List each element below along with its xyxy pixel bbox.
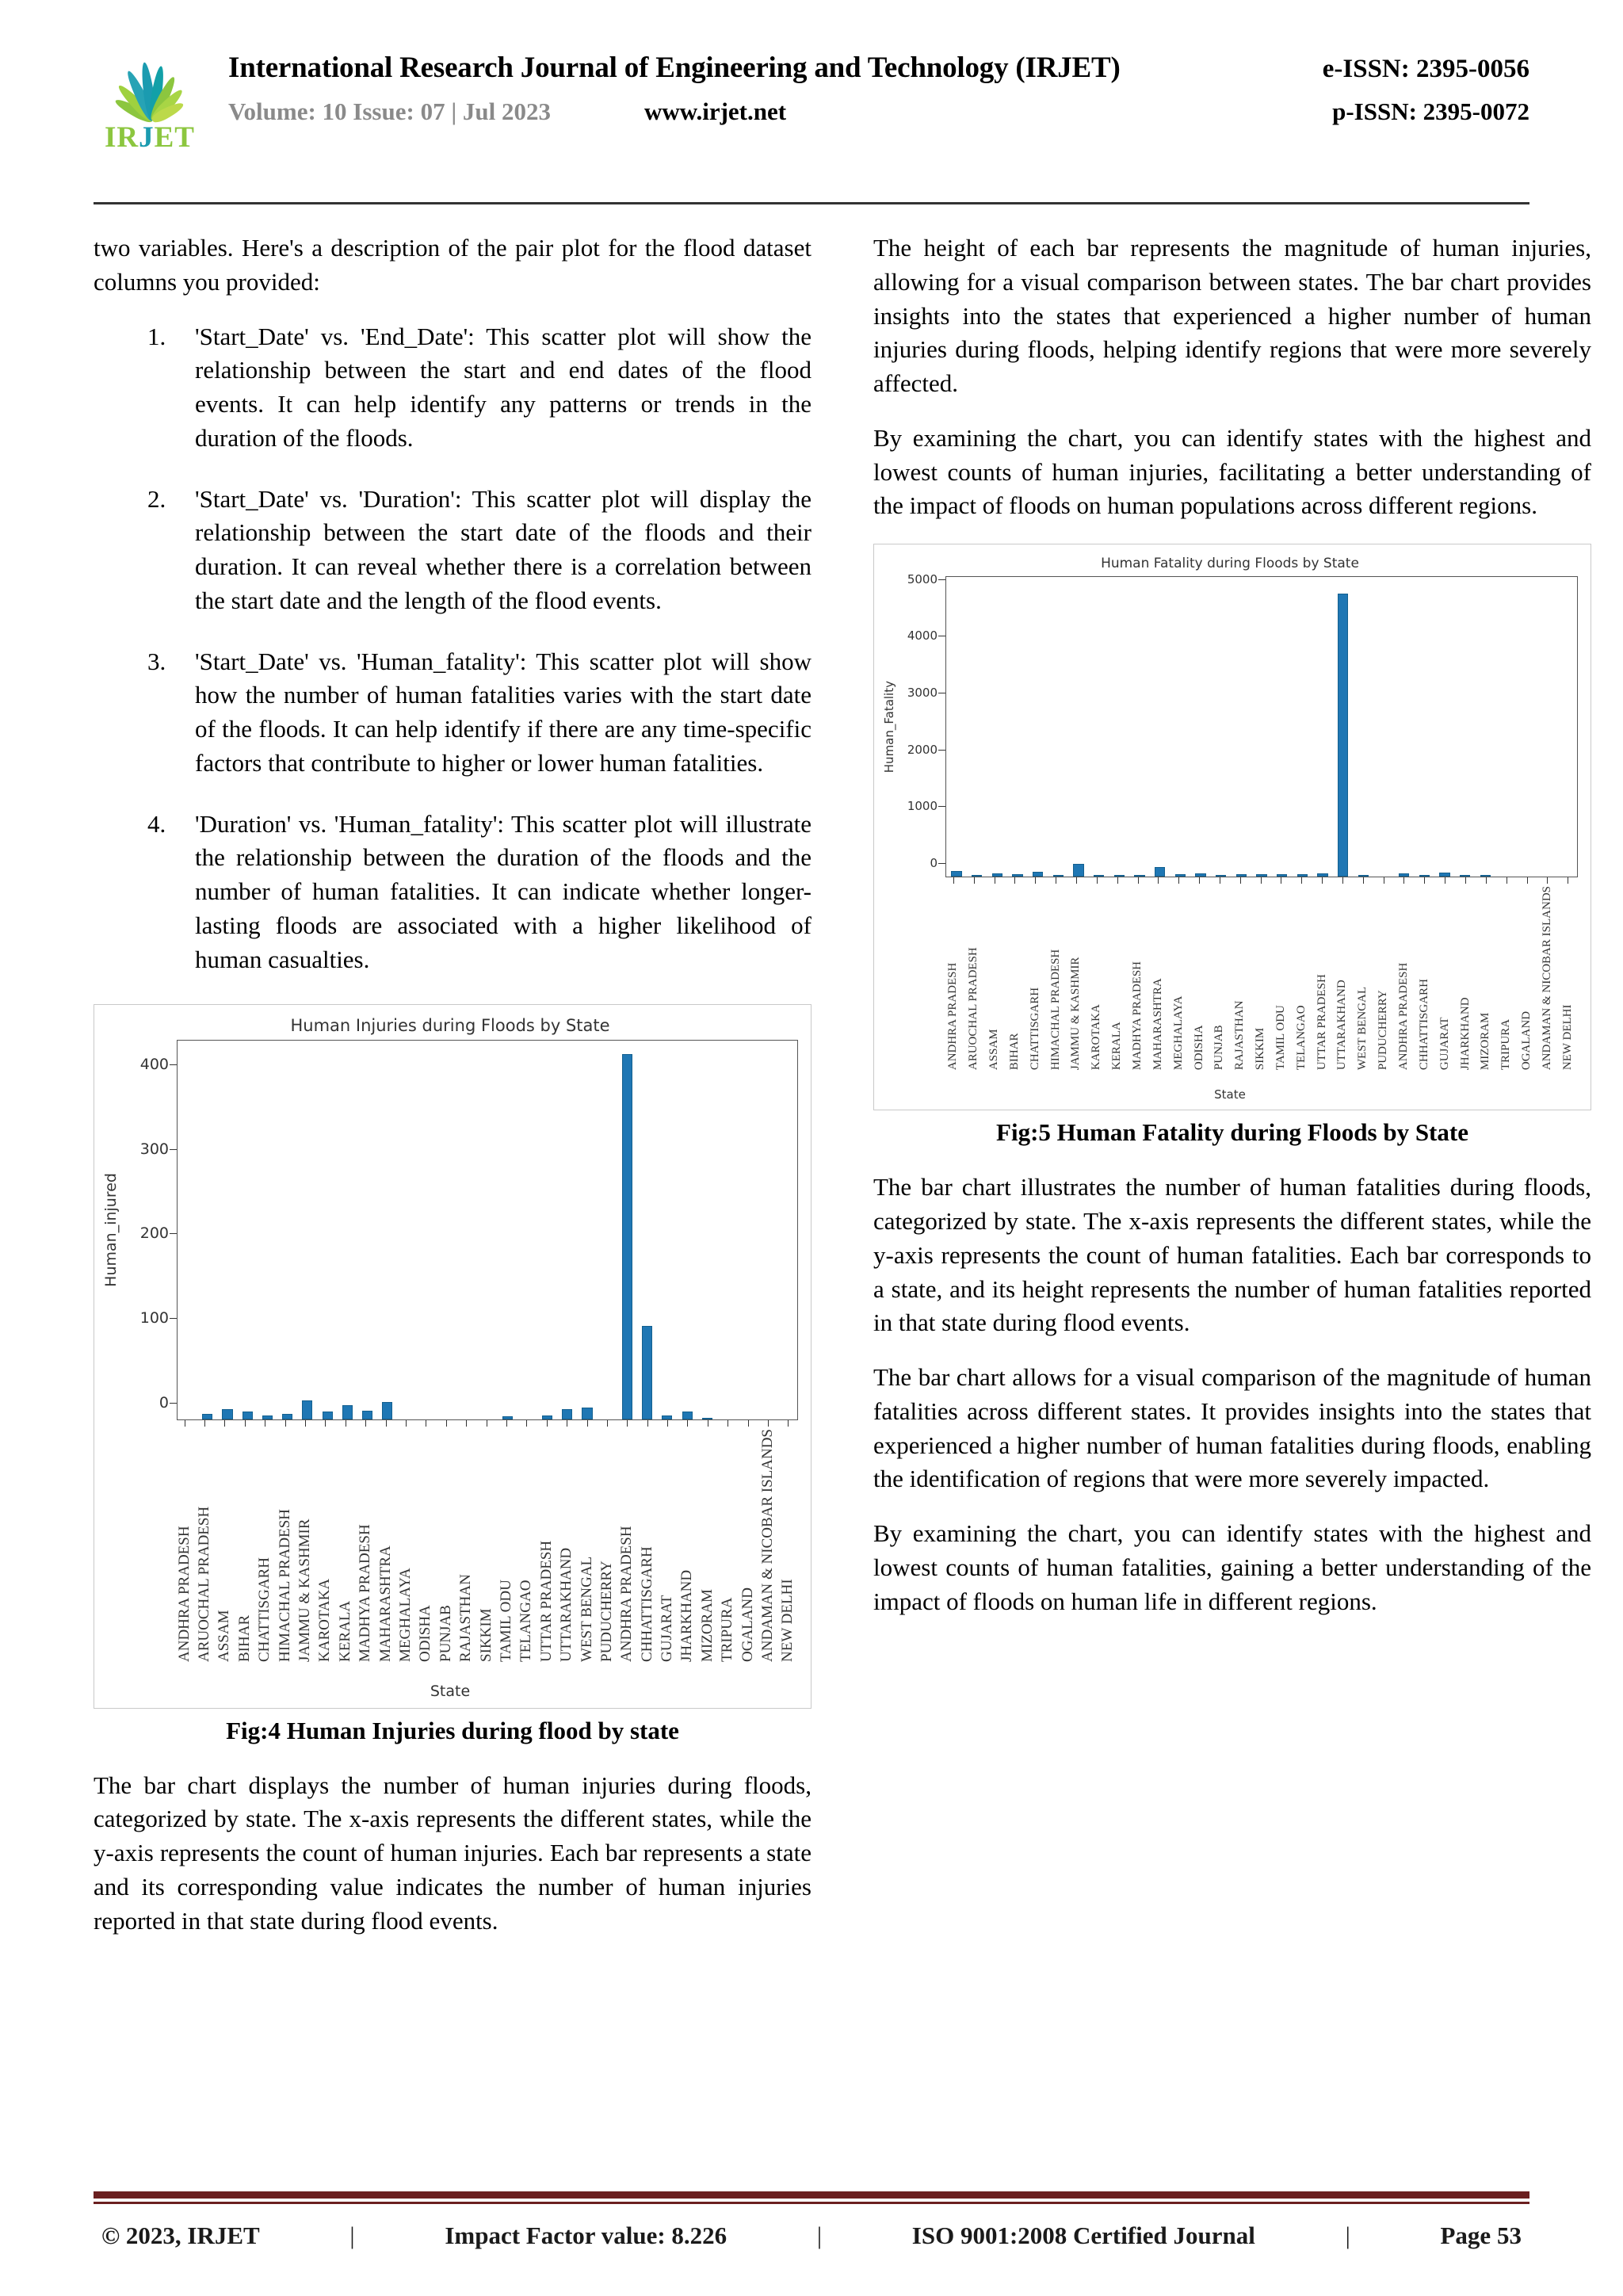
x-tick (1168, 877, 1189, 1070)
x-tick-label: JAMMU & KASHMIR (1069, 957, 1083, 1071)
bar (242, 1412, 253, 1419)
x-tick (1434, 877, 1455, 1070)
bar-slot (377, 1041, 397, 1419)
bar (1195, 873, 1205, 877)
x-tick-label: SIKKIM (477, 1607, 495, 1662)
x-tick-label: WEST BENGAL (1356, 987, 1369, 1071)
x-tick-label: UTTARAKHAND (558, 1547, 575, 1662)
x-axis-ticks (174, 1420, 798, 1662)
bar-slot (946, 577, 967, 877)
bar-slot (1109, 577, 1129, 877)
plot-area (945, 576, 1578, 877)
bar-slot (1231, 577, 1251, 877)
journal-title: International Research Journal of Engineering and Technology (IRJET) (228, 52, 1121, 84)
bar-slot (617, 1041, 637, 1419)
bar-slot (1414, 577, 1434, 877)
y-axis-ticks (896, 571, 945, 877)
x-axis-ticks (943, 877, 1578, 1070)
bar-slot (338, 1041, 357, 1419)
x-tick (275, 1420, 295, 1662)
x-tick-label: UTTAR PRADESH (537, 1540, 555, 1662)
x-tick-label: ANDHRA PRADESH (618, 1525, 636, 1662)
bar-slot (657, 1041, 677, 1419)
y-axis-ticks (120, 1040, 177, 1420)
bar-slot (1556, 577, 1577, 877)
bar-slot (1048, 577, 1068, 877)
bar (1439, 873, 1449, 877)
x-tick-label: CHHATTISGARH (1417, 979, 1430, 1071)
x-tick (1251, 877, 1271, 1070)
x-tick-label: PUNJAB (437, 1604, 454, 1662)
x-tick (597, 1420, 617, 1662)
x-tick (1025, 877, 1045, 1070)
x-tick (1189, 877, 1209, 1070)
x-tick (436, 1420, 456, 1662)
x-tick-label: JHARKHAND (1458, 997, 1472, 1071)
y-axis-label: Human_Fatality (882, 681, 896, 774)
bar (1419, 875, 1430, 877)
x-tick (1332, 877, 1353, 1070)
bar-slot (1129, 577, 1150, 877)
bar (1236, 874, 1247, 877)
bar (702, 1418, 712, 1419)
bar-slot (1434, 577, 1455, 877)
bar (1297, 874, 1308, 877)
y-tick-label: 5000 (907, 572, 938, 586)
x-tick (738, 1420, 758, 1662)
chart-title: Human Injuries during Floods by State (290, 1015, 610, 1035)
x-tick (577, 1420, 597, 1662)
x-axis-label: State (1214, 1087, 1246, 1102)
x-tick-label: NEW DELHI (779, 1578, 796, 1662)
bar (1114, 875, 1125, 877)
y-tick-label: 4000 (907, 628, 938, 643)
y-tick-label: 400 (140, 1056, 169, 1073)
bar-slot (697, 1041, 717, 1419)
y-tick-label: 200 (140, 1224, 169, 1242)
bar-slot (1373, 577, 1394, 877)
bar (642, 1326, 652, 1419)
right-column (873, 231, 1591, 1958)
x-tick-label: PUDUCHERRY (598, 1560, 615, 1662)
bar (682, 1412, 693, 1419)
x-tick (1557, 877, 1578, 1070)
footer-divider-thick (94, 2191, 1529, 2199)
x-tick (1537, 877, 1557, 1070)
x-tick-label: ANDHRA PRADESH (1396, 962, 1410, 1071)
x-tick (778, 1420, 798, 1662)
y-tick-label: 3000 (907, 686, 938, 700)
bar (1256, 874, 1266, 877)
x-tick-label: UTTARAKHAND (1335, 980, 1349, 1071)
y-tick-label: 100 (140, 1309, 169, 1327)
bar (1073, 864, 1083, 877)
bar-slot (967, 577, 987, 877)
x-tick-label: ANDHRA PRADESH (175, 1525, 193, 1662)
x-tick-label: MIZORAM (1479, 1012, 1492, 1071)
x-tick-label: GUJARAT (1438, 1017, 1451, 1071)
bar (1480, 875, 1491, 877)
bar (542, 1415, 552, 1419)
x-tick (517, 1420, 537, 1662)
figure-5-caption: Fig:5 Human Fatality during Floods by State (996, 1118, 1468, 1147)
x-tick (1271, 877, 1292, 1070)
x-tick (617, 1420, 637, 1662)
x-tick (1291, 877, 1312, 1070)
bar (1460, 875, 1470, 877)
bar-slot (1333, 577, 1354, 877)
x-tick-label: BIHAR (235, 1614, 253, 1662)
x-tick (1414, 877, 1434, 1070)
x-tick (1496, 877, 1517, 1070)
page-footer (94, 2191, 1529, 2250)
bar-slot (1536, 577, 1556, 877)
bar (1012, 874, 1022, 877)
x-tick-label: TAMIL ODU (497, 1579, 514, 1662)
bar-slot (297, 1041, 317, 1419)
figure-4-caption: Fig:4 Human Injuries during flood by state (226, 1716, 679, 1744)
list-item: 'Start_Date' vs. 'Duration': This scatter plot will display the relationship between the start date of the floods and their duration. It can reveal whether there is a correlation between the start date and the length of the flood events. (195, 484, 812, 614)
x-tick (1476, 877, 1496, 1070)
x-tick (496, 1420, 516, 1662)
bar (992, 873, 1002, 877)
x-tick-label: MEGHALAYA (396, 1567, 414, 1662)
footer-impact-factor: Impact Factor value: 8.226 (445, 2222, 727, 2249)
x-tick-label: MADHYA PRADESH (357, 1523, 374, 1662)
x-tick (657, 1420, 677, 1662)
x-tick (255, 1420, 275, 1662)
x-tick (1128, 877, 1148, 1070)
bar (622, 1054, 632, 1419)
footer-separator: | (1345, 2222, 1350, 2249)
y-tick-label: 300 (140, 1140, 169, 1158)
footer-separator: | (816, 2222, 823, 2249)
x-tick (476, 1420, 496, 1662)
x-tick (235, 1420, 254, 1662)
x-tick (1148, 877, 1168, 1070)
x-tick-label: ARUOCHAL PRADESH (967, 947, 980, 1071)
bar (1338, 594, 1348, 877)
x-tick (637, 1420, 657, 1662)
bar (1399, 873, 1409, 877)
bar (1317, 873, 1327, 877)
x-tick (964, 877, 984, 1070)
list-item: 'Start_Date' vs. 'Human_fatality': This scatter plot will show how the number of human fatalities varies with the start date of the floods. It can help identify if there are any time-specific factors that contribute to higher or lower human fatalities. (195, 647, 812, 777)
bar-slot (1211, 577, 1232, 877)
x-tick (537, 1420, 556, 1662)
footer-divider-thin (94, 2202, 1529, 2204)
bar-slot (717, 1041, 737, 1419)
bar (323, 1412, 333, 1419)
x-tick (943, 877, 964, 1070)
x-tick (456, 1420, 475, 1662)
bar-slot (238, 1041, 258, 1419)
x-tick-label: MEGHALAYA (1171, 995, 1185, 1071)
bar-slot (477, 1041, 497, 1419)
x-tick (1517, 877, 1537, 1070)
y-tick-label: 1000 (907, 799, 938, 813)
two-column-body (94, 231, 1591, 1958)
bar-slot (1251, 577, 1272, 877)
bar-slot (1455, 577, 1476, 877)
x-tick-label: MADHYA PRADESH (1131, 961, 1144, 1071)
bar-slot (258, 1041, 277, 1419)
bar-slot (437, 1041, 457, 1419)
bar (342, 1405, 353, 1419)
bar-slot (197, 1041, 217, 1419)
logo-ir-text: IR (105, 121, 139, 154)
x-tick-label: MAHARASHTRA (1151, 978, 1164, 1071)
x-tick (758, 1420, 777, 1662)
bar (282, 1414, 292, 1419)
x-tick-label: ANDHRA PRADESH (946, 962, 960, 1071)
x-tick-label: KERALA (1110, 1022, 1124, 1071)
bar-slot (1089, 577, 1109, 877)
bar-slot (1170, 577, 1190, 877)
list-item: 'Start_Date' vs. 'End_Date': This scatter plot will show the relationship between the start and end dates of the flood events. It can help identify any patterns or trends in the duration of the floods. (195, 322, 812, 452)
bar-slot (1190, 577, 1211, 877)
bar-slot (277, 1041, 297, 1419)
x-tick-label: JHARKHAND (678, 1569, 696, 1662)
logo-et-text: ET (154, 121, 195, 154)
x-tick-label: MIZORAM (698, 1588, 716, 1662)
bar (1216, 875, 1226, 877)
bar (1033, 872, 1043, 877)
x-axis-label: State (430, 1682, 471, 1700)
x-tick (984, 877, 1005, 1070)
x-tick-label: KAROTAKA (316, 1578, 334, 1662)
bar-slot (1028, 577, 1048, 877)
bar-slot (598, 1041, 617, 1419)
x-tick-label: CHATTISGARH (256, 1557, 273, 1662)
p-issn: p-ISSN: 2395-0072 (1332, 97, 1529, 125)
bar-slot (1394, 577, 1415, 877)
x-tick-label: KERALA (336, 1600, 353, 1662)
x-tick-label: BIHAR (1007, 1033, 1021, 1071)
x-tick-label: CHATTISGARH (1028, 988, 1041, 1071)
bar-slot (498, 1041, 517, 1419)
bar (1358, 875, 1369, 877)
bar (1094, 875, 1104, 877)
x-tick (335, 1420, 355, 1662)
bar (502, 1416, 513, 1419)
x-tick (1455, 877, 1476, 1070)
y-tick-label: 2000 (907, 743, 938, 757)
bar-slot (777, 1041, 797, 1419)
bar-slot (737, 1041, 757, 1419)
bar-slot (757, 1041, 777, 1419)
right-paragraph-1: The height of each bar represents the magnitude of human injuries, allowing for a visual comparison between states. The bar chart provides insights into the states that experienced a higher number of human injuries during floods, helping identify regions that were more severely affected. (873, 234, 1591, 398)
bar-slot (397, 1041, 417, 1419)
bar (382, 1402, 392, 1419)
x-tick-label: TRIPURA (1499, 1019, 1513, 1071)
bar-slot (318, 1041, 338, 1419)
x-tick (1312, 877, 1332, 1070)
x-tick (395, 1420, 415, 1662)
x-tick-label: HIMACHAL PRADESH (1048, 949, 1062, 1071)
bar-slot (987, 577, 1007, 877)
bar-slot (1495, 577, 1516, 877)
left-column (94, 231, 812, 1958)
x-tick (1045, 877, 1066, 1070)
header-divider (94, 202, 1529, 204)
x-tick (1209, 877, 1230, 1070)
x-tick-label: OGALAND (1520, 1011, 1533, 1071)
y-tick-label: 0 (930, 856, 938, 870)
x-tick-label: ODISHA (417, 1604, 434, 1662)
x-tick (1230, 877, 1251, 1070)
x-tick (697, 1420, 717, 1662)
right-paragraph-4: The bar chart allows for a visual comparison of the magnitude of human fatalities across different states. It provides insights into the states that experienced a higher number of human fatalities during floods, enabling the identification of regions that were more severely impacted. (873, 1363, 1591, 1493)
figure-4-chart (94, 1004, 812, 1709)
logo-j-text: J (139, 121, 155, 154)
x-tick-label: ASSAM (987, 1029, 1001, 1071)
x-tick (215, 1420, 235, 1662)
masthead-text (214, 48, 1529, 126)
intro-paragraph: two variables. Here's a description of the pair plot for the flood dataset columns you provided: (94, 234, 812, 296)
footer-page-number: Page 53 (1440, 2222, 1522, 2249)
bar (582, 1408, 592, 1419)
bar-slot (1068, 577, 1089, 877)
x-tick (416, 1420, 436, 1662)
bar-slot (1516, 577, 1537, 877)
bar-slot (637, 1041, 657, 1419)
x-tick (1107, 877, 1128, 1070)
e-issn: e-ISSN: 2395-0056 (1322, 55, 1529, 83)
x-tick-label: PUDUCHERRY (1377, 990, 1390, 1071)
x-tick (1373, 877, 1394, 1070)
y-axis-label: Human_injured (102, 1172, 120, 1287)
x-tick-label: TELANGAO (1294, 1005, 1308, 1071)
pairplot-description-list (94, 320, 812, 977)
right-paragraph-2: By examining the chart, you can identify states with the highest and lowest counts of human injuries, facilitating a better understanding of the impact of floods on human populations across different regions. (873, 423, 1591, 520)
x-tick (678, 1420, 697, 1662)
x-tick-label: RAJASTHAN (1233, 1000, 1247, 1071)
bar-slot (178, 1041, 197, 1419)
x-tick-label: JAMMU & KASHMIR (296, 1519, 314, 1662)
x-tick (718, 1420, 738, 1662)
bar (262, 1415, 273, 1419)
after-fig4-paragraph: The bar chart displays the number of human injuries during floods, categorized by state. The x-axis represents the different states, while the y-axis represents the count of human injuries. Each bar represents a state and its corresponding value indicates the number of human injuries reported in that state during flood events. (94, 1771, 812, 1935)
x-tick-label: ASSAM (216, 1610, 233, 1662)
bar (222, 1409, 232, 1419)
x-tick-label: ANDAMAN & NICOBAR ISLANDS (759, 1428, 777, 1662)
x-tick (356, 1420, 376, 1662)
leaf-fan-icon (103, 48, 198, 120)
bar-slot (1150, 577, 1170, 877)
irjet-logo (103, 48, 214, 154)
bar-slot (457, 1041, 477, 1419)
x-tick-label: WEST BENGAL (578, 1556, 595, 1662)
bar-slot (557, 1041, 577, 1419)
bar-series (178, 1041, 797, 1419)
right-paragraph-3: The bar chart illustrates the number of human fatalities during floods, categorized by state. The x-axis represents the different states, while the y-axis represents the count of human fatalities. Each bar corresponds to a state, and its height represents the number of human fatalities reported in that state during flood events. (873, 1173, 1591, 1337)
x-tick-label: TAMIL ODU (1274, 1005, 1287, 1071)
bar-slot (1272, 577, 1293, 877)
bar (1277, 874, 1287, 877)
bar-slot (1312, 577, 1333, 877)
x-tick (1353, 877, 1373, 1070)
bar-slot (217, 1041, 237, 1419)
bar (1134, 875, 1144, 877)
footer-iso-certification: ISO 9001:2008 Certified Journal (911, 2222, 1255, 2249)
list-item: 'Duration' vs. 'Human_fatality': This scatter plot will illustrate the relationship between the duration of the floods and the number of human fatalities. It can indicate whether longer-lasting floods are associated with a higher likelihood of human casualties. (195, 809, 812, 973)
x-tick-label: CHHATTISGARH (638, 1545, 655, 1662)
right-paragraph-5: By examining the chart, you can identify states with the highest and lowest counts of human fatalities, gaining a better understanding of the impact of floods on human life in different regions. (873, 1519, 1591, 1615)
x-tick-label: ARUOCHAL PRADESH (196, 1506, 213, 1662)
bar-slot (517, 1041, 537, 1419)
bar (662, 1415, 672, 1419)
volume-issue-date: Volume: 10 Issue: 07 | Jul 2023 (228, 97, 551, 125)
bar (1053, 875, 1064, 877)
bar (202, 1414, 212, 1419)
journal-website[interactable]: www.irjet.net (644, 97, 787, 125)
x-tick (194, 1420, 214, 1662)
x-tick-label: UTTAR PRADESH (1315, 974, 1328, 1071)
bar (562, 1409, 572, 1419)
bar-slot (1353, 577, 1373, 877)
bar-series (946, 577, 1577, 877)
x-tick (376, 1420, 395, 1662)
bar (951, 871, 961, 877)
bar (1175, 874, 1186, 877)
x-tick-label: PUNJAB (1212, 1025, 1226, 1071)
x-tick-label: RAJASTHAN (457, 1573, 475, 1662)
bar-slot (1292, 577, 1312, 877)
bar (362, 1411, 372, 1419)
x-tick-label: HIMACHAL PRADESH (276, 1508, 293, 1662)
x-tick (174, 1420, 194, 1662)
x-tick-label: SIKKIM (1254, 1027, 1267, 1071)
x-tick (1005, 877, 1025, 1070)
footer-separator: | (349, 2222, 355, 2249)
y-tick-label: 0 (159, 1394, 169, 1412)
plot-area (177, 1040, 798, 1420)
x-tick (556, 1420, 576, 1662)
x-tick-label: TELANGAO (517, 1580, 535, 1662)
bar-slot (418, 1041, 437, 1419)
x-tick (1086, 877, 1107, 1070)
bar-slot (677, 1041, 697, 1419)
chart-title: Human Fatality during Floods by State (1101, 556, 1359, 572)
x-tick (1066, 877, 1086, 1070)
logo-wordmark (105, 120, 195, 155)
x-tick-label: NEW DELHI (1560, 1004, 1574, 1071)
bar-slot (357, 1041, 377, 1419)
bar-slot (537, 1041, 557, 1419)
footer-copyright: © 2023, IRJET (101, 2222, 260, 2249)
bar (1155, 867, 1165, 877)
page-header (94, 0, 1529, 194)
bar-slot (1007, 577, 1028, 877)
x-tick-label: KAROTAKA (1090, 1004, 1103, 1071)
x-tick-label: GUJARAT (659, 1595, 676, 1662)
x-tick-label: TRIPURA (719, 1597, 736, 1662)
x-tick (315, 1420, 335, 1662)
x-tick (295, 1420, 315, 1662)
x-tick-label: ODISHA (1192, 1025, 1205, 1071)
x-tick-label: MAHARASHTRA (376, 1545, 394, 1662)
bar (302, 1400, 312, 1419)
x-tick-label: OGALAND (739, 1587, 756, 1662)
bar-slot (577, 1041, 597, 1419)
x-tick-label: ANDAMAN & NICOBAR ISLANDS (1540, 886, 1553, 1071)
figure-5-chart (873, 544, 1591, 1110)
bar (972, 875, 982, 877)
x-tick (1394, 877, 1415, 1070)
bar-slot (1475, 577, 1495, 877)
